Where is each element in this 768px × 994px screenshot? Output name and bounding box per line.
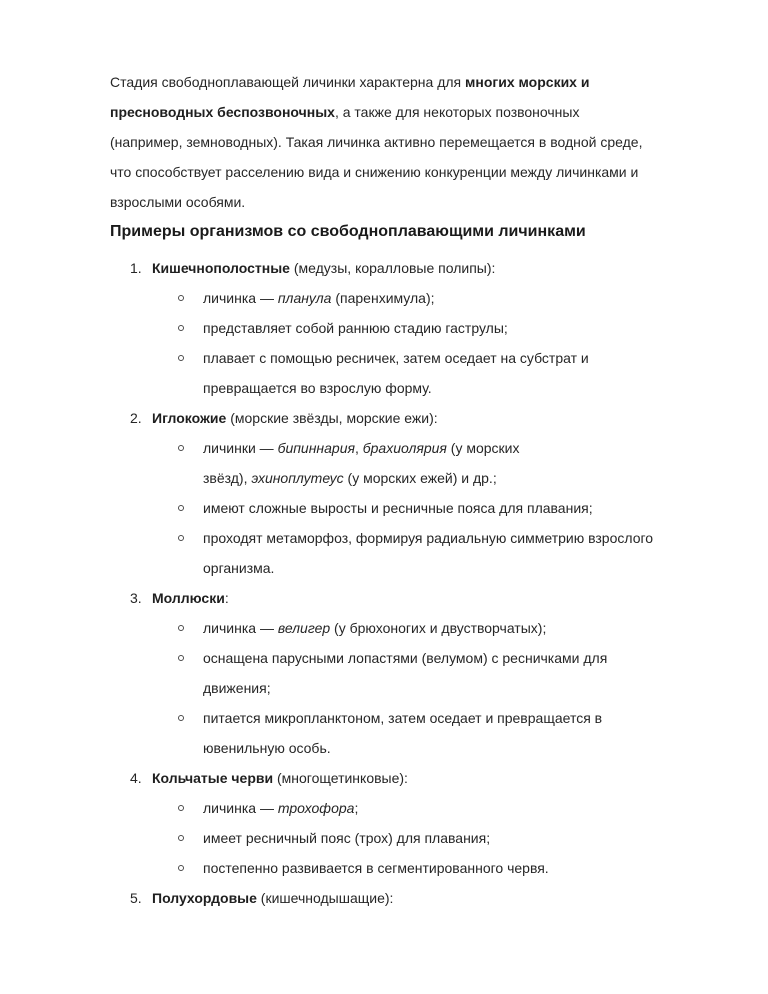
text-run: (например, земноводных). Такая личинка активно перемещается в водной среде, [110, 134, 643, 150]
text-run: , [354, 440, 363, 456]
text-run: движения; [203, 680, 271, 696]
bullet-circle-icon [178, 715, 184, 721]
sub-bullet [110, 283, 730, 313]
text-run: организма. [203, 560, 275, 576]
text-run: : [224, 590, 229, 606]
numbered-list [110, 253, 730, 913]
bold-text-run: пресноводных беспозвоночных [110, 104, 335, 120]
bullet-circle-icon [178, 505, 184, 511]
bold-text-run: многих морских и [465, 74, 590, 90]
text-run: Стадия свободноплавающей личинки характерна для [110, 74, 466, 90]
term-italic: велигер [277, 620, 331, 636]
term-italic: трохофора [277, 800, 355, 816]
term-italic: эхиноплутеус [251, 470, 344, 486]
list-number: 5. [130, 890, 142, 906]
item-title-bold: Иглокожие [152, 410, 227, 426]
bullet-circle-icon [178, 355, 184, 361]
text-run: личинка — [203, 620, 278, 636]
section-heading: Примеры организмов со свободноплавающими личинками [110, 223, 586, 240]
text-run: звёзд), [203, 470, 252, 486]
sub-bullet [110, 703, 730, 763]
sub-bullet [110, 613, 730, 643]
bullet-circle-icon [178, 535, 184, 541]
text-run: имеет ресничный пояс (трох) для плавания; [203, 830, 491, 846]
text-run: проходят метаморфоз, формируя радиальную симметрию взрослого [203, 530, 654, 546]
text-run: питается микропланктоном, затем оседает и превращается в [203, 710, 603, 726]
bullet-circle-icon [178, 865, 184, 871]
item-title-bold: Полухордовые [152, 890, 257, 906]
bullet-circle-icon [178, 655, 184, 661]
text-run: (медузы, коралловые полипы): [289, 260, 496, 276]
text-run: личинка — [203, 800, 278, 816]
text-run: ювенильную особь. [203, 740, 331, 756]
bullet-circle-icon [178, 835, 184, 841]
text-run: (морские звёзды, морские ежи): [226, 410, 438, 426]
sub-bullet [110, 343, 730, 403]
text-run: личинка — [203, 290, 278, 306]
bullet-circle-icon [178, 625, 184, 631]
sub-bullet [110, 793, 730, 823]
text-run: (паренхимула); [331, 290, 435, 306]
text-run: представляет собой раннюю стадию гаструлы; [203, 320, 508, 336]
text-run: , а также для некоторых позвоночных [334, 104, 580, 120]
sub-bullet [110, 823, 730, 853]
term-italic: брахиолярия [362, 440, 447, 456]
text-run: (многощетинковые): [273, 770, 408, 786]
text-run: плавает с помощью ресничек, затем оседает на субстрат и [203, 350, 589, 366]
list-number: 2. [130, 410, 142, 426]
text-run: (у брюхоногих и двустворчатых); [330, 620, 547, 636]
term-italic: планула [277, 290, 332, 306]
sub-bullet [110, 313, 730, 343]
text-run: (у морских [446, 440, 520, 456]
list-number: 4. [130, 770, 142, 786]
list-number: 1. [130, 260, 142, 276]
sub-bullet [110, 493, 730, 523]
list-item-coelenterates [110, 253, 730, 283]
item-title-bold: Кишечнополостные [152, 260, 290, 276]
text-run: ; [354, 800, 359, 816]
list-number: 3. [130, 590, 142, 606]
list-item-hemichordates [110, 883, 730, 913]
text-run: оснащена парусными лопастями (велумом) с ресничками для [203, 650, 608, 666]
term-italic: бипиннария [277, 440, 355, 456]
text-run: постепенно развивается в сегментированного червя. [203, 860, 549, 876]
text-run: взрослыми особями. [110, 194, 246, 210]
text-run: имеют сложные выросты и ресничные пояса для плавания; [203, 500, 593, 516]
bullet-circle-icon [178, 295, 184, 301]
item-title-bold: Моллюски [152, 590, 225, 606]
sub-bullet [110, 853, 730, 883]
sub-bullet [110, 523, 730, 583]
sub-bullet [110, 433, 730, 493]
item-title-bold: Кольчатые черви [152, 770, 274, 786]
list-item-mollusks [110, 583, 730, 613]
text-run: личинки — [203, 440, 278, 456]
text-run: (кишечнодышащие): [256, 890, 394, 906]
list-item-annelids [110, 763, 730, 793]
bullet-circle-icon [178, 805, 184, 811]
list-item-echinoderms [110, 403, 730, 433]
sub-bullet [110, 643, 730, 703]
text-run: превращается во взрослую форму. [203, 380, 432, 396]
text-run: (у морских ежей) и др.; [343, 470, 497, 486]
bullet-circle-icon [178, 325, 184, 331]
intro-paragraph [110, 67, 730, 217]
bullet-circle-icon [178, 445, 184, 451]
text-run: что способствует расселению вида и снижению конкуренции между личинками и [110, 164, 639, 180]
